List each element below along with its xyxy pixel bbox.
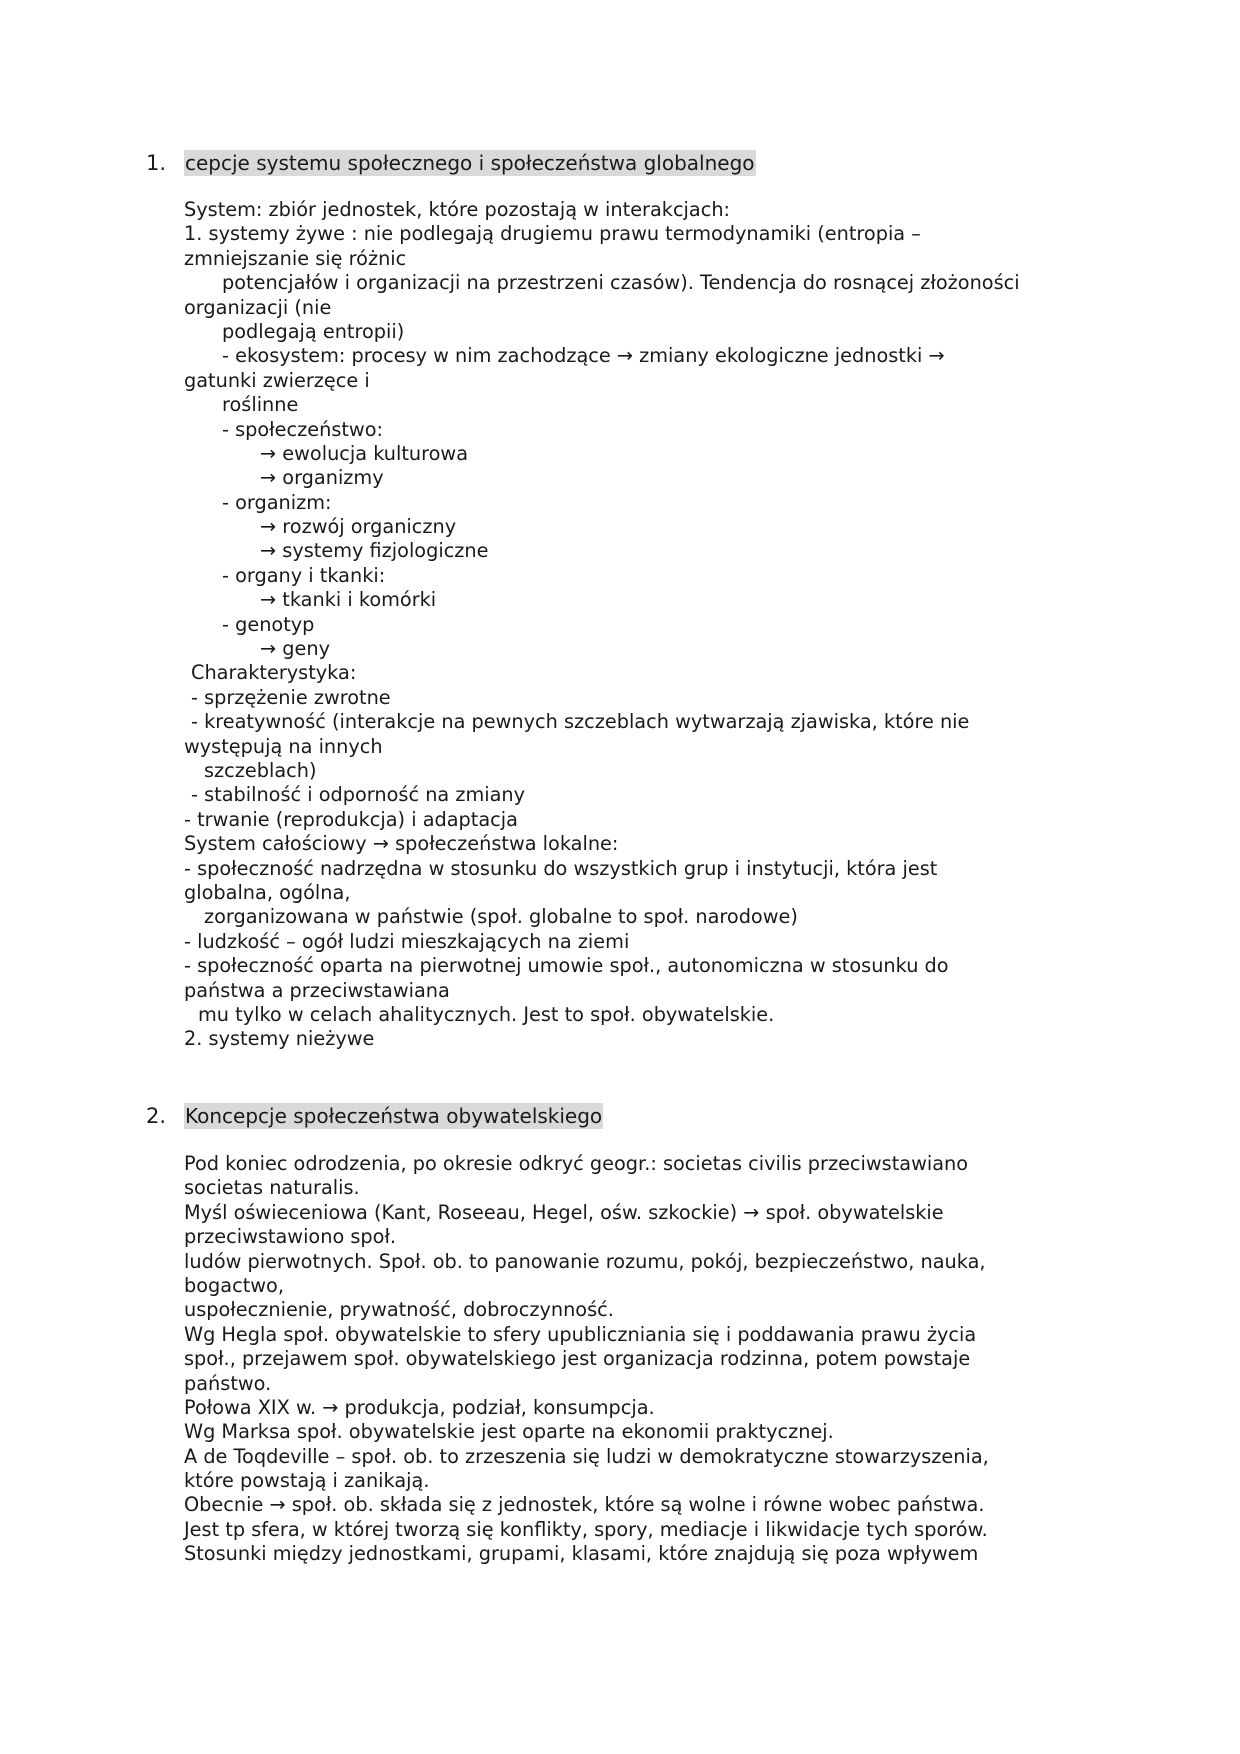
text-line: System: zbiór jednostek, które pozostają w interakcjach: — [184, 198, 731, 221]
text-line: Wg Marksa społ. obywatelskie jest oparte na ekonomii praktycznej. — [184, 1420, 834, 1444]
text-line: System całościowy → społeczeństwa lokalne: — [184, 832, 619, 856]
text-line: zmniejszanie się różnic — [184, 246, 407, 270]
text-line: państwo. — [184, 1371, 272, 1395]
text-line: potencjałów i organizacji na przestrzeni czasów). Tendencja do rosnącej złożoności — [222, 271, 1020, 295]
list-item: → systemy fizjologiczne — [260, 539, 489, 563]
text-line: podlegają entropii) — [222, 319, 405, 343]
text-line: występują na innych — [184, 734, 383, 758]
list-item: → geny — [260, 637, 331, 661]
text-line: Połowa XIX w. → produkcja, podział, konsumpcja. — [184, 1395, 655, 1419]
text-line: bogactwo, — [184, 1273, 284, 1297]
text-line: roślinne — [222, 393, 299, 417]
section-heading: cepcje systemu społecznego i społeczeństwa globalnego — [185, 151, 755, 175]
list-item: 2. systemy nieżywe — [184, 1027, 375, 1051]
section-number: 1. — [146, 151, 167, 175]
text-line: ludów pierwotnych. Społ. ob. to panowanie rozumu, pokój, bezpieczeństwo, nauka, — [184, 1249, 986, 1273]
text-line: Stosunki między jednostkami, grupami, klasami, które znajdują się poza wpływem — [184, 1542, 979, 1566]
text-line: zorganizowana w państwie (społ. globalne to społ. narodowe) — [204, 905, 798, 929]
list-item: → organizmy — [260, 466, 384, 490]
text-line: mu tylko w celach ahalitycznych. Jest to społ. obywatelskie. — [198, 1002, 775, 1026]
text-line: Pod koniec odrodzenia, po okresie odkryć geogr.: societas civilis przeciwstawiano — [184, 1152, 969, 1175]
text-line: societas naturalis. — [184, 1176, 360, 1200]
section-body — [184, 1152, 1084, 1567]
text-line: uspołecznienie, prywatność, dobroczynność. — [184, 1298, 614, 1322]
text-line: które powstają i zanikają. — [184, 1469, 430, 1493]
list-item: - organizm: — [222, 490, 332, 514]
section-number: 2. — [146, 1104, 167, 1128]
list-item: - społeczność nadrzędna w stosunku do wszystkich grup i instytucji, która jest — [184, 856, 938, 880]
section-heading: Koncepcje społeczeństwa obywatelskiego — [185, 1104, 603, 1128]
text-line: A de Toqdeville – społ. ob. to zrzeszenia się ludzi w demokratyczne stowarzyszenia, — [184, 1444, 989, 1468]
text-line: Wg Hegla społ. obywatelskie to sfery upubliczniania się i poddawania prawu życia — [184, 1322, 977, 1346]
list-item: - ekosystem: procesy w nim zachodzące → zmiany ekologiczne jednostki → — [222, 344, 945, 368]
list-item: - sprzężenie zwrotne — [191, 685, 391, 709]
text-line: Obecnie → społ. ob. składa się z jednostek, które są wolne i równe wobec państwa. — [184, 1493, 985, 1517]
list-item: → tkanki i komórki — [260, 588, 437, 612]
text-line: Jest tp sfera, w której tworzą się konflikty, spory, mediacje i likwidacje tych sporów. — [184, 1517, 988, 1541]
list-item: - organy i tkanki: — [222, 563, 386, 587]
list-item: - trwanie (reprodukcja) i adaptacja — [184, 807, 518, 831]
text-line: gatunki zwierzęce i — [184, 368, 370, 392]
text-line: przeciwstawiono społ. — [184, 1225, 397, 1249]
text-line: szczeblach) — [204, 758, 317, 782]
section-body — [184, 198, 1084, 1052]
list-item: → rozwój organiczny — [260, 515, 457, 539]
text-line: globalna, ogólna, — [184, 880, 351, 904]
list-item: → ewolucja kulturowa — [260, 441, 469, 465]
list-item: - społeczność oparta na pierwotnej umowie społ., autonomiczna w stosunku do — [184, 954, 949, 978]
text-line: państwa a przeciwstawiana — [184, 978, 450, 1002]
text-line: społ., przejawem społ. obywatelskiego jest organizacja rodzinna, potem powstaje — [184, 1347, 971, 1371]
list-item: - kreatywność (interakcje na pewnych szczeblach wytwarzają zjawiska, które nie — [191, 710, 970, 734]
list-item: - genotyp — [222, 612, 315, 636]
list-item: - ludzkość – ogół ludzi mieszkających na ziemi — [184, 929, 630, 953]
list-item: 1. systemy żywe : nie podlegają drugiemu prawu termodynamiki (entropia – — [184, 222, 921, 246]
text-line: Myśl oświeceniowa (Kant, Roseeau, Hegel, ośw. szkockie) → społ. obywatelskie — [184, 1200, 944, 1224]
list-item: - społeczeństwo: — [222, 417, 383, 441]
text-line: Charakterystyka: — [191, 661, 357, 685]
list-item: - stabilność i odporność na zmiany — [191, 783, 526, 807]
text-line: organizacji (nie — [184, 295, 332, 319]
